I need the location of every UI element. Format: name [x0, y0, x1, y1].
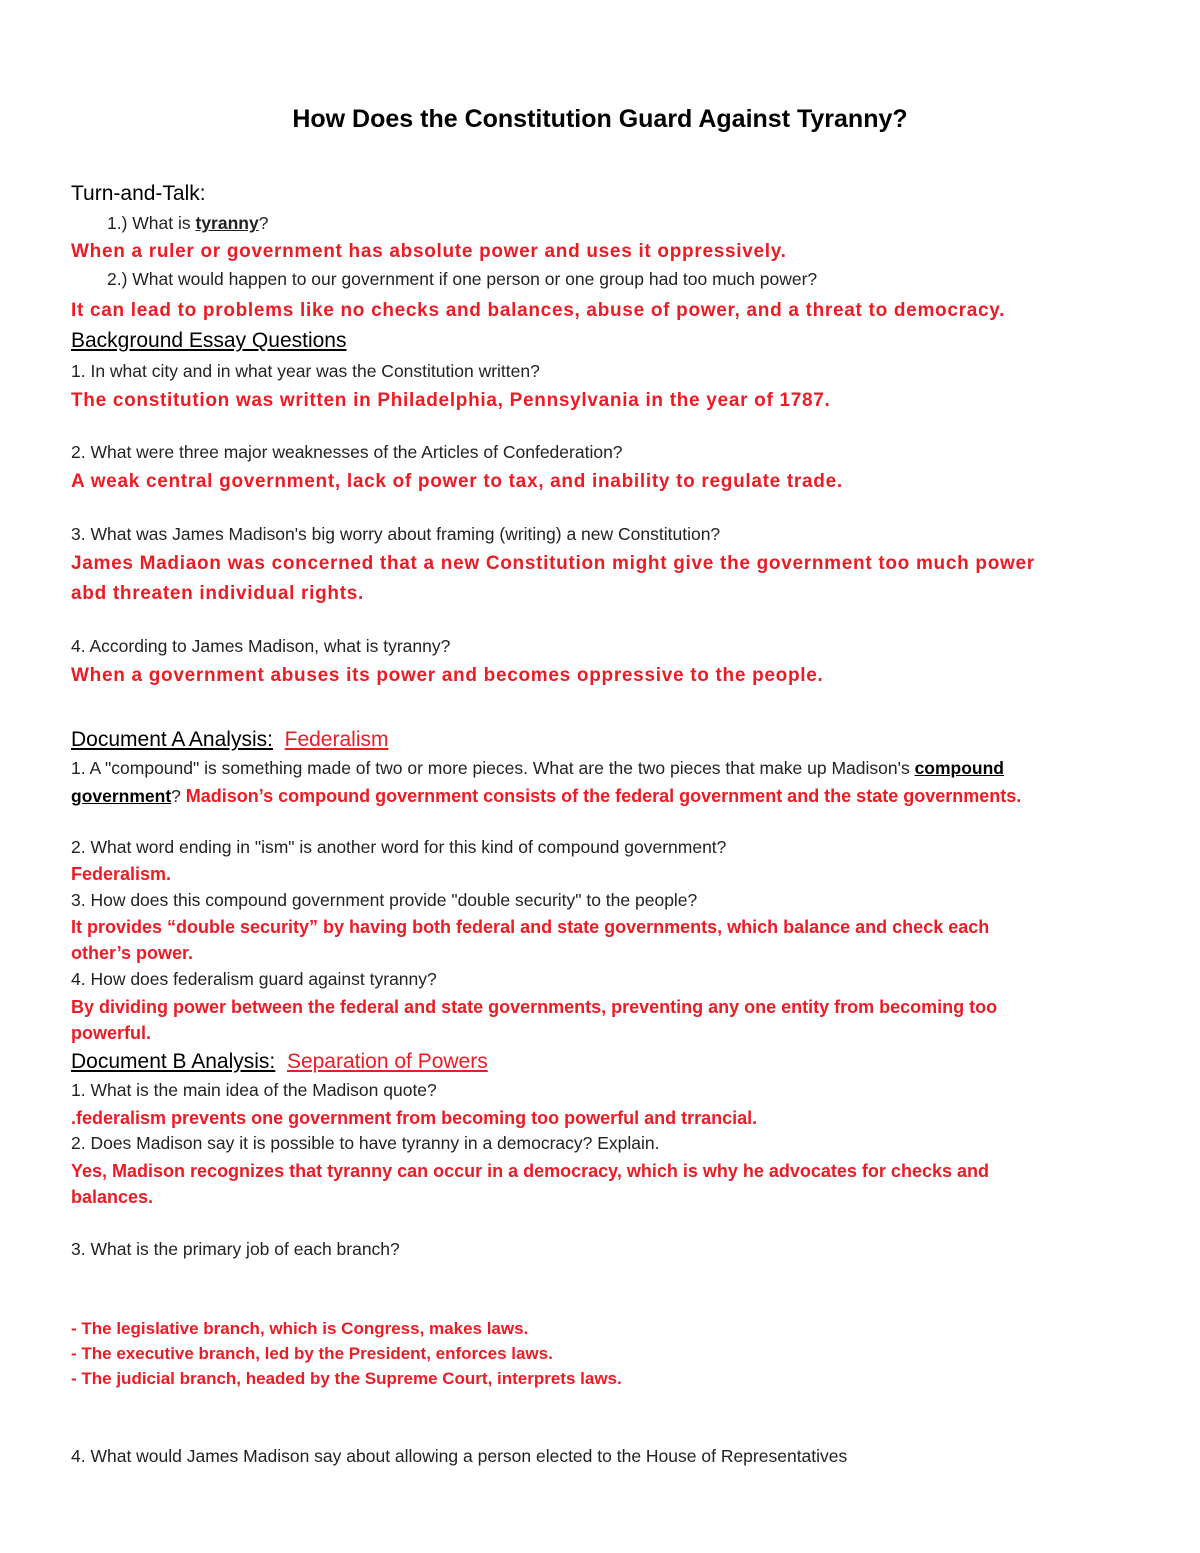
branch-executive: - The executive branch, led by the President, enforces laws. — [71, 1344, 553, 1363]
document-a-question-2: 2. What word ending in "ism" is another word for this kind of compound government? — [71, 837, 727, 857]
background-answer-1: The constitution was written in Philadelphia, Pennsylvania in the year of 1787. — [71, 390, 831, 411]
document-a-answer-1: Madison’s compound government consists of the federal government and the state governments. — [185, 786, 1022, 806]
document-b-question-3: 3. What is the primary job of each branch? — [71, 1239, 400, 1259]
background-answer-3-line-1: James Madiaon was concerned that a new Constitution might give the government too much power — [71, 553, 1035, 574]
document-b-answer-1: .federalism prevents one government from becoming too powerful and trrancial. — [71, 1108, 758, 1128]
page-title: How Does the Constitution Guard Against Tyranny? — [292, 105, 908, 133]
turn-and-talk-answer-2: It can lead to problems like no checks and balances, abuse of power, and a threat to democracy. — [71, 300, 1006, 321]
document-a-answer-4-line-2: powerful. — [71, 1023, 151, 1043]
document-a-question-1: 1. A "compound" is something made of two or more pieces. What are the two pieces that make up Madison's compound — [71, 758, 1004, 778]
background-question-1: 1. In what city and in what year was the Constitution written? — [71, 361, 540, 381]
background-answer-4: When a government abuses its power and becomes oppressive to the people. — [71, 665, 824, 686]
background-answer-3-line-2: abd threaten individual rights. — [71, 583, 365, 604]
document-a-question-1-cont: government? Madison’s compound government consists of the federal government and the state governments. — [71, 786, 1022, 806]
document-b-question-4: 4. What would James Madison say about allowing a person elected to the House of Representatives — [71, 1446, 848, 1466]
document-a-answer-4-line-1: By dividing power between the federal and state governments, preventing any one entity from becoming too — [71, 997, 998, 1017]
compound-term: compound — [914, 758, 1004, 778]
background-question-2: 2. What were three major weaknesses of the Articles of Confederation? — [71, 442, 623, 462]
turn-and-talk-question-1: 1.) What is tyranny? — [107, 213, 269, 233]
document-b-topic: Separation of Powers — [286, 1050, 488, 1073]
document-a-topic: Federalism — [284, 728, 389, 751]
document-a-answer-3-line-2: other’s power. — [71, 943, 194, 963]
document-b-answer-2-line-1: Yes, Madison recognizes that tyranny can occur in a democracy, which is why he advocates for checks and — [71, 1161, 989, 1181]
background-question-3: 3. What was James Madison's big worry about framing (writing) a new Constitution? — [71, 524, 721, 544]
document-a-question-3: 3. How does this compound government provide "double security" to the people? — [71, 890, 698, 910]
branch-legislative: - The legislative branch, which is Congress, makes laws. — [71, 1319, 529, 1338]
branch-judicial: - The judicial branch, headed by the Supreme Court, interprets laws. — [71, 1369, 622, 1388]
background-answer-2: A weak central government, lack of power to tax, and inability to regulate trade. — [71, 471, 843, 492]
document-a-question-4: 4. How does federalism guard against tyranny? — [71, 969, 437, 989]
turn-and-talk-heading: Turn-and-Talk: — [71, 182, 206, 205]
government-term: government — [71, 786, 172, 806]
document-b-question-1: 1. What is the main idea of the Madison quote? — [71, 1080, 437, 1100]
document-a-heading: Document A Analysis: Federalism — [71, 728, 389, 751]
document-b-heading: Document B Analysis: Separation of Powers — [71, 1050, 488, 1073]
tyranny-term: tyranny — [195, 213, 259, 233]
turn-and-talk-question-2: 2.) What would happen to our government if one person or one group had too much power? — [107, 269, 818, 289]
document-a-answer-3-line-1: It provides “double security” by having both federal and state governments, which balance and check each — [71, 917, 990, 937]
background-question-4: 4. According to James Madison, what is tyranny? — [71, 636, 451, 656]
document-a-answer-2: Federalism. — [71, 864, 172, 884]
turn-and-talk-answer-1: When a ruler or government has absolute power and uses it oppressively. — [71, 241, 787, 262]
document-b-answer-2-line-2: balances. — [71, 1187, 154, 1207]
background-heading: Background Essay Questions — [71, 329, 347, 352]
document-b-question-2: 2. Does Madison say it is possible to have tyranny in a democracy? Explain. — [71, 1133, 660, 1153]
